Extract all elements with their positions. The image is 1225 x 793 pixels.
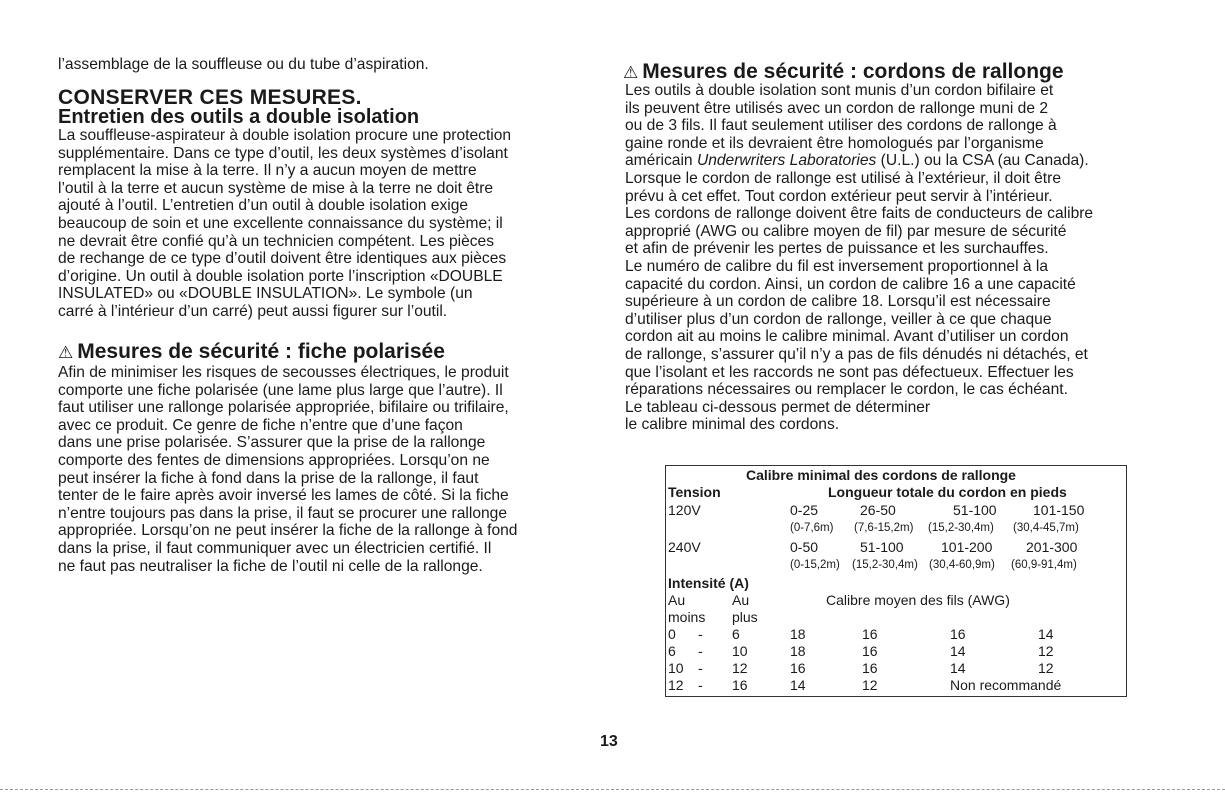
table-title: Calibre minimal des cordons de rallonge [746,467,1016,483]
gauge-cell: 16 [790,660,806,676]
paragraph-line: américain Underwriters Laboratories (U.L.) ou la CSA (au Canada). [625,152,1089,170]
paragraph-line: ou de 3 fils. Il faut seulement utiliser des cordons de rallonge à [625,117,1057,135]
paragraph-line: de rechange de ce type d’outil doivent être identiques aux pièces [58,250,507,268]
len-cell: 26-50 [860,502,896,518]
paragraph-line: capacité du cordon. Ainsi, un cordon de calibre 16 a une capacité [625,275,1076,293]
paragraph-line: n’entre toujours pas dans la prise, il faut se procurer une rallonge [58,504,508,522]
len-m-cell: (30,4-45,7m) [1013,522,1079,534]
paragraph-line: Le tableau ci-dessous permet de déterminer [625,398,931,416]
amp-dash: - [698,643,703,659]
amp-to: 10 [732,643,748,659]
gauge-cell: Non recommandé [950,677,1062,693]
paragraph-line: beaucoup de soin et une excellente connaissance du système; il [58,214,503,232]
len-m-cell: (0-15,2m) [790,559,840,571]
plus-label: plus [732,609,758,625]
paragraph-line: le calibre minimal des cordons. [625,416,840,434]
au-label: Au [668,592,686,608]
amp-dash: - [698,626,703,642]
paragraph-line: ne faut pas neutraliser la fiche de l’outil ni celle de la rallonge. [58,557,483,575]
intro-line: l’assemblage de la souffleuse ou du tube d’aspiration. [58,56,429,73]
gauge-table [665,465,1127,697]
page-bottom-divider [0,789,1225,790]
moins-label: moins [668,609,706,625]
cordons-heading: Mesures de sécurité : cordons de rallonge [642,60,1064,83]
paragraph-line: peut insérer la fiche à fond dans la prise de la rallonge, il faut [58,469,479,487]
paragraph-line: Afin de minimiser les risques de secousses électriques, le produit [58,364,509,381]
conserve-heading: CONSERVER CES MESURES. [58,86,362,109]
entretien-paragraph [58,127,598,321]
paragraph-line: faut utiliser une rallonge polarisée appropriée, bifilaire ou trifilaire, [58,399,509,417]
amp-from: 12 [668,677,684,693]
tension-label: Tension [668,484,721,500]
paragraph-line: appropriée. Lorsqu’on ne peut insérer la fiche de la rallonge à fond [58,522,518,540]
amp-to: 6 [732,626,740,642]
gauge-cell: 14 [790,677,806,693]
len-cell: 201-300 [1026,539,1078,555]
warning-triangle-icon: ⚠ [623,63,639,82]
amp-to: 16 [732,677,748,693]
au-label: Au [732,592,750,608]
amp-from: 0 [668,626,676,642]
len-m-cell: (60,9-91,4m) [1011,559,1077,571]
paragraph-line: d’origine. Un outil à double isolation porte l’inscription «DOUBLE [58,267,503,285]
len-m-cell: (15,2-30,4m) [852,559,918,571]
amp-dash: - [698,677,703,693]
gauge-cell: 16 [950,626,966,642]
paragraph-line: dans la prise, il faut communiquer avec un électricien certifié. Il [58,539,492,557]
gauge-cell: 18 [790,626,806,642]
paragraph-line: supérieure à un cordon de calibre 18. Lorsqu’il est nécessaire [625,293,1051,311]
gauge-cell: 16 [862,660,878,676]
paragraph-line: gaine ronde et ils devraient être homologués par l’organisme [625,134,1044,152]
len-cell: 51-100 [953,502,997,518]
paragraph-line: comporte une fiche polarisée (une lame plus large que l’autre). Il [58,381,503,399]
intensite-label: Intensité (A) [668,575,749,591]
paragraph-line: cordon ait au moins le calibre minimal. Avant d’utiliser un cordon [625,328,1069,346]
len-m-cell: (15,2-30,4m) [928,522,994,534]
paragraph-line: réparations nécessaires ou remplacer le cordon, le cas échéant. [625,381,1068,399]
gauge-cell: 12 [1038,643,1054,659]
paragraph-line: INSULATED» ou «DOUBLE INSULATION». Le symbole (un [58,285,473,303]
paragraph-line: supplémentaire. Dans ce type d’outil, les deux systèmes d’isolant [58,144,508,162]
len-cell: 101-200 [941,539,993,555]
paragraph-line: et afin de prévenir les pertes de puissance et les surchauffes. [625,240,1049,258]
gauge-cell: 16 [862,643,878,659]
paragraph-line: dans une prise polarisée. S’assurer que la prise de la rallonge [58,434,486,452]
fiche-heading-wrap [58,340,445,364]
paragraph-line: carré à l’intérieur d’un carré) peut aussi figurer sur l’outil. [58,302,448,320]
gauge-cell: 14 [1038,626,1054,642]
amp-to: 12 [732,660,748,676]
entretien-heading: Entretien des outils a double isolation [58,106,420,128]
amp-from: 10 [668,660,684,676]
amp-dash: - [698,660,703,676]
paragraph-line: Le numéro de calibre du fil est inversement proportionnel à la [625,257,1049,275]
paragraph-line: prévu à cet effet. Tout cordon extérieur peut servir à l’intérieur. [625,187,1053,205]
paragraph-line: l’outil à la terre et aucun système de mise à la terre ne doit être [58,179,494,197]
gauge-cell: 16 [862,626,878,642]
len-m-cell: (30,4-60,9m) [929,559,995,571]
amp-from: 6 [668,643,676,659]
paragraph-line: avec ce produit. Ce genre de fiche n’entre que d’une façon [58,416,463,434]
len-m-cell: (7,6-15,2m) [854,522,914,534]
paragraph-line: La souffleuse-aspirateur à double isolation procure une protection [58,127,512,144]
len-cell: 101-150 [1033,502,1085,518]
fiche-heading: Mesures de sécurité : fiche polarisée [77,340,445,363]
paragraph-line: Les cordons de rallonge doivent être faits de conducteurs de calibre [625,205,1094,223]
gauge-cell: 12 [1038,660,1054,676]
paragraph-line: ils peuvent être utilisés avec un cordon de rallonge muni de 2 [625,99,1049,117]
gauge-cell: 18 [790,643,806,659]
paragraph-line: ne devrait être confié qu’à un technicien compétent. Les pièces [58,232,495,250]
fiche-paragraph [58,364,598,575]
paragraph-line: Lorsque le cordon de rallonge est utilisé à l’extérieur, il doit être [625,169,1062,187]
gauge-cell: 12 [862,677,878,693]
cordons-heading-wrap [623,60,1064,84]
paragraph-line: Les outils à double isolation sont munis d’un cordon bifilaire et [625,82,1054,99]
paragraph-line: comporte des fentes de dimensions appropriées. Lorsqu’on ne [58,451,490,469]
page-number: 13 [600,733,618,750]
length-label: Longueur totale du cordon en pieds [828,484,1067,500]
warning-triangle-icon: ⚠ [58,343,74,362]
awg-label: Calibre moyen des fils (AWG) [826,592,1010,608]
len-m-cell: (0-7,6m) [790,522,834,534]
paragraph-line: de rallonge, s’assurer qu’il n’y a pas de fils dénudés ni détachés, et [625,345,1088,363]
gauge-cell: 14 [950,660,966,676]
paragraph-line: que l’isolant et les raccords ne sont pas défectueux. Effectuer les [625,363,1074,381]
voltage-120: 120V [668,502,701,518]
paragraph-line: d’utiliser plus d’un cordon de rallonge, veiller à ce que chaque [625,310,1052,328]
len-cell: 0-50 [790,539,819,555]
voltage-240: 240V [668,539,701,555]
paragraph-line: tenter de le faire après avoir inversé les lames de côté. Si la fiche [58,487,509,505]
paragraph-line: approprié (AWG ou calibre moyen de fil) par mesure de sécurité [625,222,1067,240]
len-cell: 51-100 [860,539,904,555]
gauge-cell: 14 [950,643,966,659]
paragraph-line: ajouté à l’outil. L’entretien d’un outil à double isolation exige [58,197,469,215]
len-cell: 0-25 [790,502,819,518]
paragraph-line: remplacent la mise à la terre. Il n’y a aucun moyen de mettre [58,162,477,180]
cordons-paragraph [625,82,1185,434]
